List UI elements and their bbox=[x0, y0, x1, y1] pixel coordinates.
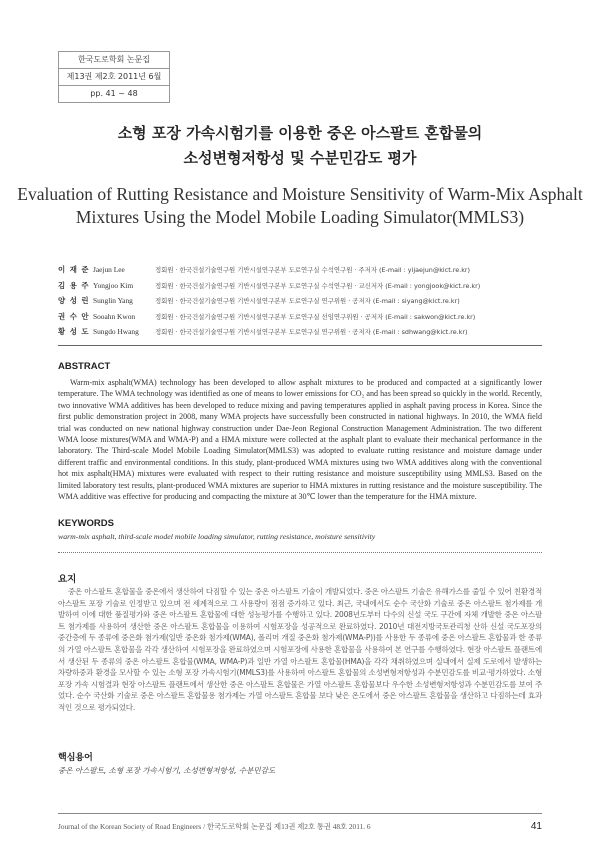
author-row bbox=[58, 262, 548, 278]
keywords-ko-heading: 핵심용어 bbox=[58, 753, 93, 763]
page-footer bbox=[58, 821, 542, 832]
author-name-ko: 김 용 주 bbox=[58, 280, 90, 290]
title-english-line-2: Mixtures Using the Model Mobile Loading Simulator(MMLS3) bbox=[75, 207, 525, 227]
author-name-ko: 황 성 도 bbox=[58, 327, 90, 337]
author-list bbox=[58, 262, 548, 340]
section-divider-dotted bbox=[58, 552, 542, 553]
title-korean-line-1: 소형 포장 가속시험기를 이용한 중온 아스팔트 혼합물의 bbox=[117, 124, 483, 142]
author-row bbox=[58, 324, 548, 340]
title-korean-line-2: 소성변형저항성 및 수분민감도 평가 bbox=[183, 149, 417, 167]
keywords-heading: KEYWORDS bbox=[58, 518, 114, 529]
abstract-ko-heading: 요지 bbox=[58, 574, 77, 585]
author-affiliation: 정회원 · 한국건설기술연구원 기반시설연구본부 도로연구실 수석연구원 · 교신저자 (E-mail : yongjook@kict.re.kr) bbox=[155, 281, 481, 290]
author-row bbox=[58, 309, 548, 325]
author-name-en: Sooahn Kwon bbox=[93, 311, 136, 321]
footer-divider bbox=[58, 813, 542, 814]
author-affiliation: 정회원 · 한국건설기술연구원 기반시설연구본부 도로연구실 수석연구원 · 주저자 (E-mail : yijaejun@kict.re.kr) bbox=[155, 266, 471, 275]
journal-info-box bbox=[58, 51, 170, 103]
author-name-en: Yongjoo Kim bbox=[93, 280, 134, 290]
abstract-ko-text: 중온 아스팔트 혼합물을 중온에서 생산하여 다짐할 수 있는 중온 아스팔트 기술이 개발되었다. 중온 아스팔트 기술은 유해가스를 줄일 수 있어 친환경적 아스팔트 포장 기술로 인정받고 있으며 전 세계적으로 그 사용량이 점점 증가하고 있다. 최근, 국내에서도 순수 국산화 기술로 중온 아스팔트 첨가제를 개발하여 이에 대한 품질평가와 중온 아스팔트 혼합물에 대한 성능평가를 수행하고 있다. 2008년도부터 다수의 신설 국도 구간에 자체 개발한 중온 아스팔트 첨가제를 사용하여 생산한 중온 아스팔트 혼합물을 이용하여 시험포장을 성공적으로 완료하였다. 2010년 대전지방국토관리청 산하 신설 국도포장의 중간층에 두 종류에 중온화 첨가제(일반 중온화 첨가제(WMA), 폴리머 개질 중온화 첨가제(WMA-P))를 사용한 두 종류에 중온 아스팔트 혼합물과 한 종류의 가열 아스팔트 혼합물을 각각 생산하여 시험포장을 완료하였으며 시험포장에 사용한 혼합물을 사용하여 본 연구를 수행하였다. 현장 아스팔트 플랜트에서 생산된 두 종류의 중온 아스팔트 혼합물(WMA, WMA-P)과 일반 가열 아스팔트 혼합물(HMA)을 각각 채취하였으며 실내에서 실제 도로에서 발생하는 차량하중과 환경을 모사할 수 있는 소형 포장 가속시험기(MMLS3)를 사용하여 아스팔트 혼합물의 소성변형저항성과 수분민감도를 비교·평가하였다. 소형 포장 가속 시험결과 현장 아스팔트 플랜트에서 생산한 중온 아스팔트 혼합물은 가열 아스팔트 혼합물보다 우수한 소성변형저항성과 수분민감도를 보여 주었다. 순수 국산화 기술로 중온 아스팔트 혼합물용 첨가제는 가열 아스팔트 혼합물 보다 낮은 온도에서 중온 아스팔트 혼합물을 생산하고 다짐하는데 효과적인 것으로 평가되었다. bbox=[58, 587, 543, 712]
author-row bbox=[58, 278, 548, 294]
author-affiliation: 정회원 · 한국건설기술연구원 기반시설연구본부 도로연구실 연구위원 · 공저자 (E-mail : siyang@kict.re.kr) bbox=[155, 297, 460, 306]
author-affiliation: 정회원 · 한국건설기술연구원 기반시설연구본부 도로연구실 연구위원 · 공저자 (E-mail : sdhwang@kict.re.kr) bbox=[155, 328, 468, 337]
keywords-text: warm-mix asphalt, third-scale model mobile loading simulator, rutting resistance, moisture sensitivity bbox=[58, 532, 376, 541]
author-name-ko: 이 재 준 bbox=[58, 265, 90, 275]
section-divider bbox=[58, 345, 542, 346]
journal-volume: 제13권 제2호 2011년 6월 bbox=[59, 69, 169, 86]
author-name-ko: 권 수 안 bbox=[58, 311, 90, 321]
author-name-en: Sunglin Yang bbox=[93, 296, 133, 306]
author-name-ko: 양 성 린 bbox=[58, 296, 90, 306]
abstract-text: Warm-mix asphalt(WMA) technology has been developed to allow asphalt mixtures to be produced and compacted at a significantly lower temperature. The WMA technology was identified as one of means to lower emissions for CO₂ and has been spread so quickly in the world. Recently, two innovative WMA additives has been developed to reduce mixing and paving temperatures applied in asphalt paving process in Korea. Since the first public demonstration project in 2008, many WMA projects have successfully been constructed in national highways. In 2010, the WMA field trial was conducted on new national highway construction under Dae-Jeon Regional Construction Management Administration. The two different WMA loose mixtures(WMA and WMA-P) and a HMA mixture were collected at the asphalt plant to evaluate their mechanical performance in the laboratory. The Third-scale Model Mobile Loading Simulator(MMLS3) was adopted to evaluate rutting resistance and moisture damage under different traffic and environmental conditions. In this study, plant-produced WMA mixtures using two WMA additives along with the conventional hot mix asphalt(HMA) mixtures were evaluated with respect to their rutting resistance and moisture susceptibility using MMLS3. Based on the limited laboratory test results, plant-produced WMA mixtures are superior to HMA mixtures in rutting resistance and the moisture susceptibility. The WMA additive was effective for producing and compacting the mixture at 30℃ lower than the temperature for the HMA mixture. bbox=[58, 378, 542, 502]
abstract-heading: ABSTRACT bbox=[58, 361, 111, 372]
footer-journal-text: Journal of the Korean Society of Road Engineers / 한국도로학회 논문집 제13권 제2호 통권 48호 2011. 6 bbox=[58, 821, 371, 831]
author-name-en: Jaejun Lee bbox=[93, 265, 125, 275]
author-name-en: Sungdo Hwang bbox=[93, 327, 139, 337]
author-row bbox=[58, 293, 548, 309]
author-affiliation: 정회원 · 한국건설기술연구원 기반시설연구본부 도로연구실 선임연구위원 · 공저자 (E-mail : sakwon@kict.re.kr) bbox=[155, 312, 476, 321]
journal-pages: pp. 41 ~ 48 bbox=[59, 86, 169, 103]
title-english-line-1: Evaluation of Rutting Resistance and Moisture Sensitivity of Warm-Mix Asphalt bbox=[17, 184, 583, 204]
page-number: 41 bbox=[530, 821, 542, 832]
journal-name: 한국도로학회 논문집 bbox=[59, 52, 169, 69]
keywords-ko-text: 중온 아스팔트, 소형 포장 가속시험기, 소성변형저항성, 수분민감도 bbox=[58, 766, 276, 775]
